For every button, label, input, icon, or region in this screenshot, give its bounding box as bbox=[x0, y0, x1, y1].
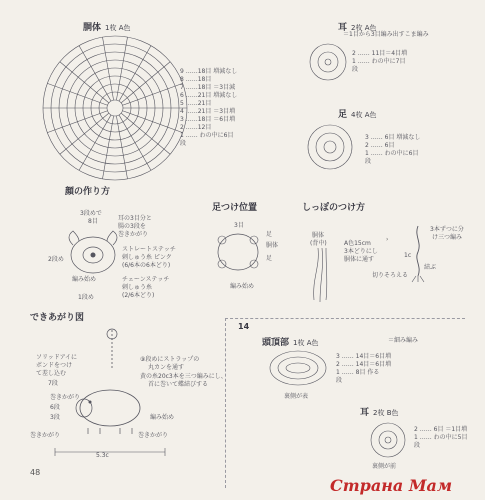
body-row: 3 ……18目 ＝6目増 bbox=[180, 116, 236, 123]
body-chart-spoke bbox=[116, 116, 127, 179]
face-label: ストレートステッチ bbox=[122, 246, 176, 253]
body-row: 6 ……21目 増減なし bbox=[180, 92, 238, 99]
foot-row: 1 …… わの中に6目 bbox=[365, 150, 419, 157]
body-row: 段 bbox=[180, 140, 187, 147]
ear14-row: 2 …… 6目 ＝1目増 bbox=[414, 426, 468, 433]
ear14-row: 1 …… わの中に5目 bbox=[414, 434, 468, 441]
tail-strands-illustration bbox=[306, 248, 346, 308]
body-title: 胴体 1枚 A色 bbox=[83, 23, 131, 33]
tail-label: 結ぶ bbox=[424, 264, 437, 271]
face-label: 編み始め bbox=[72, 276, 97, 283]
tail-label: 胴体 bbox=[312, 232, 325, 239]
tail-label: 3本ずつに分 bbox=[430, 226, 464, 233]
finished-title: できあがり図 bbox=[30, 313, 85, 323]
face-label: (6/6本の6本どり) bbox=[122, 262, 171, 269]
face-label: 1段め bbox=[78, 294, 94, 301]
finished-label: て差し込む bbox=[36, 370, 67, 377]
ear-crochet-chart bbox=[308, 42, 348, 82]
foot-position-label: 3目 bbox=[234, 222, 244, 229]
tail-label: (背中) bbox=[310, 240, 327, 247]
body-chart-spoke bbox=[116, 37, 127, 100]
face-label: (2/6本どり) bbox=[122, 292, 155, 299]
face-label: 巻きかがり bbox=[118, 231, 149, 238]
top-head-row: 段 bbox=[336, 377, 343, 384]
top-head-title: 頭頂部 1枚 A色 bbox=[262, 338, 319, 348]
tail-title: しっぽのつけ方 bbox=[302, 203, 366, 213]
top-head-marker-note: ＝細み編み bbox=[388, 337, 419, 344]
finished-pig-illustration bbox=[60, 380, 170, 440]
foot-row: 2 …… 6目 bbox=[365, 142, 395, 149]
ear14-row: 段 bbox=[414, 442, 421, 449]
body-chart-spoke bbox=[119, 115, 151, 170]
tail-label: 1c bbox=[404, 252, 412, 259]
foot-crochet-chart bbox=[305, 122, 355, 172]
foot-row-list bbox=[365, 134, 420, 166]
finished-label: ソリッドアイに bbox=[36, 354, 78, 361]
ear-row: 2 …… 11目＝4目増 bbox=[352, 50, 408, 57]
finished-label: 丸カンを通す bbox=[148, 364, 185, 371]
finished-label: ボンドをつけ bbox=[36, 362, 73, 369]
face-label: 腸の3段を bbox=[118, 223, 146, 230]
face-label: 8目 bbox=[88, 218, 98, 225]
tail-label: 胴体に通す bbox=[344, 256, 375, 263]
body-chart-spoke bbox=[102, 116, 113, 179]
ear-row: 1 …… わの中に7目 bbox=[352, 58, 406, 65]
body-row: 7 ……18目 ＝3目減 bbox=[180, 84, 236, 91]
tail-label: A色15cm bbox=[344, 240, 371, 247]
section14-divider bbox=[225, 318, 465, 319]
ear-title: 耳 2枚 A色 bbox=[338, 23, 377, 33]
tail-label: け三つ編み bbox=[432, 234, 463, 241]
body-row: 8 ……18目 bbox=[180, 76, 212, 83]
tail-label: 切りそろえる bbox=[372, 272, 409, 279]
face-label: 耳の3目分と bbox=[118, 215, 152, 222]
top-head-row: 2 …… 14目＝6目増 bbox=[336, 361, 392, 368]
finished-label: 6段 bbox=[50, 404, 60, 411]
body-crochet-chart bbox=[40, 33, 190, 183]
foot-position-title: 足つけ位置 bbox=[212, 203, 258, 213]
finished-label: 巻きかがり bbox=[30, 432, 61, 439]
body-row: 5 ……21目 bbox=[180, 100, 212, 107]
foot-position-label: 足 bbox=[266, 255, 273, 262]
finished-width: 5.3c bbox=[96, 452, 109, 459]
foot-position-label: 胴体 bbox=[266, 242, 279, 249]
body-chart-spoke bbox=[119, 46, 151, 101]
top-head-row: 3 …… 14目＝6目増 bbox=[336, 353, 392, 360]
body-chart-ring bbox=[107, 100, 123, 116]
section14-number: 14 bbox=[238, 322, 250, 331]
watermark: Страна Мам bbox=[330, 476, 453, 495]
ear-marker-note: ＝1目から3目編み出すこま編み bbox=[343, 31, 429, 38]
body-chart-spoke bbox=[79, 115, 111, 170]
body-chart-spoke bbox=[102, 37, 113, 100]
foot-title: 足 4枚 A色 bbox=[338, 110, 377, 120]
body-row-list bbox=[180, 68, 237, 148]
finished-label: 黄の糸20c3本を三つ編みにし、 bbox=[140, 373, 227, 380]
finished-label: 巻きかがり bbox=[50, 394, 81, 401]
foot-position-label: 足 bbox=[266, 231, 273, 238]
body-chart-spoke bbox=[79, 46, 111, 101]
ear14-row-list bbox=[414, 426, 467, 450]
face-title: 顔の作り方 bbox=[65, 187, 111, 197]
top-head-crochet-chart bbox=[268, 348, 328, 388]
body-row: 2 ……12目 bbox=[180, 124, 212, 131]
top-head-row-list bbox=[336, 353, 391, 385]
ear-row-list bbox=[352, 50, 407, 74]
ear14-title: 耳 2枚 B色 bbox=[360, 408, 399, 418]
width-dimension-line bbox=[55, 448, 165, 456]
foot-row: 3 …… 6目 増減なし bbox=[365, 134, 421, 141]
ear14-caption: 裏側が前 bbox=[372, 463, 397, 470]
body-row: 1 …… わの中に6目 bbox=[180, 132, 234, 139]
face-label: 刺しゅう糸 ピンク bbox=[122, 254, 172, 261]
face-label: チェーンステッチ bbox=[122, 276, 170, 283]
finished-label: 7段 bbox=[48, 380, 58, 387]
page-number: 48 bbox=[30, 468, 41, 477]
finished-label: ⑨段めにストラップの bbox=[140, 356, 200, 363]
face-label: 2段め bbox=[48, 256, 64, 263]
foot-position-label: 編み始め bbox=[230, 283, 255, 290]
finished-label: 巻きかがり bbox=[138, 432, 169, 439]
ear14-crochet-chart bbox=[368, 420, 408, 460]
finished-label: 首に巻いて蝶結びする bbox=[148, 381, 209, 388]
finished-label: 編み始め bbox=[150, 414, 175, 421]
foot-row: 段 bbox=[365, 158, 372, 165]
ear-row: 段 bbox=[352, 66, 359, 73]
section14-divider-vertical bbox=[225, 318, 226, 488]
face-label: 刺しゅう糸 bbox=[122, 284, 153, 291]
body-row: 4 ……21目 ＝3目増 bbox=[180, 108, 236, 115]
tail-label: 3本どりにし bbox=[344, 248, 378, 255]
arrow-right-icon: › bbox=[386, 236, 389, 243]
finished-label: 3段 bbox=[50, 414, 60, 421]
body-row: 9 ……18目 増減なし bbox=[180, 68, 238, 75]
top-head-row: 1 …… 8目 作る bbox=[336, 369, 380, 376]
face-label: 3段めで bbox=[80, 210, 102, 217]
top-head-caption: 裏側が表 bbox=[284, 393, 309, 400]
